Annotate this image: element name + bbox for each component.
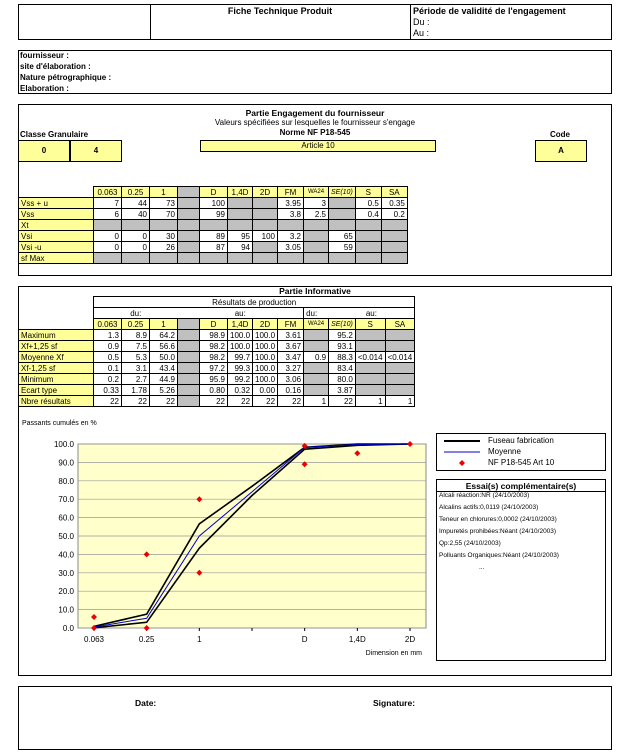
table-row bbox=[19, 253, 408, 264]
row-label: Vsi bbox=[19, 231, 94, 242]
table-cell: 44.9 bbox=[150, 374, 178, 385]
legend-label: Moyenne bbox=[488, 447, 521, 456]
col-header: FM bbox=[278, 319, 304, 330]
table-cell bbox=[94, 220, 122, 231]
table-cell bbox=[385, 385, 415, 396]
row-label: Xf+1,25 sf bbox=[19, 341, 94, 352]
col-header: SA bbox=[385, 319, 415, 330]
table-row bbox=[19, 209, 408, 220]
table-cell bbox=[355, 220, 381, 231]
essai-line: Alcalins actifs:0,0119 (24/10/2003) bbox=[439, 504, 539, 511]
table-cell: 87 bbox=[200, 242, 228, 253]
col-header: 1,4D bbox=[228, 187, 253, 198]
table-cell: 0.9 bbox=[304, 352, 329, 363]
table-cell: 64.2 bbox=[150, 330, 178, 341]
table-cell: 3.1 bbox=[122, 363, 150, 374]
table-cell bbox=[304, 330, 329, 341]
signature-box bbox=[18, 686, 612, 750]
table-row bbox=[19, 363, 415, 374]
table-cell bbox=[304, 363, 329, 374]
table-cell: 43.4 bbox=[150, 363, 178, 374]
x-tick-label: 2D bbox=[404, 635, 416, 644]
table-cell: 3.05 bbox=[278, 242, 304, 253]
table-cell: 2.7 bbox=[122, 374, 150, 385]
table-cell: 1.3 bbox=[94, 330, 122, 341]
col-header: SE(10) bbox=[329, 319, 356, 330]
corner-cell bbox=[19, 187, 94, 198]
engagement-subtitle: Valeurs spécifiées sur lesquelles le fournisseur s'engage bbox=[214, 118, 416, 127]
table-cell bbox=[355, 341, 385, 352]
table-cell: 2.5 bbox=[304, 209, 329, 220]
table-cell: 30 bbox=[150, 231, 178, 242]
classe-min: 0 bbox=[18, 140, 70, 162]
table-cell: 0 bbox=[122, 242, 150, 253]
row-label: Ecart type bbox=[19, 385, 94, 396]
table-cell: 73 bbox=[150, 198, 178, 209]
table-cell bbox=[355, 363, 385, 374]
classe-granulaire-label: Classe Granulaire bbox=[20, 130, 89, 139]
essais-list bbox=[439, 492, 559, 576]
table-cell: 0.32 bbox=[228, 385, 253, 396]
table-cell: 0 bbox=[94, 242, 122, 253]
col-header: WA24 bbox=[304, 319, 329, 330]
table-cell bbox=[178, 198, 200, 209]
table-cell bbox=[278, 253, 304, 264]
table-cell: 95 bbox=[228, 231, 253, 242]
table-row bbox=[19, 385, 415, 396]
table-cell: 89 bbox=[200, 231, 228, 242]
table-cell bbox=[178, 220, 200, 231]
col-header: SE(10) bbox=[329, 187, 356, 198]
x-tick-label: 1 bbox=[197, 635, 202, 644]
table-cell bbox=[355, 253, 381, 264]
table-cell: 22 bbox=[278, 396, 304, 407]
col-header: 1,4D bbox=[228, 319, 253, 330]
table-cell: 99 bbox=[200, 209, 228, 220]
table-cell: 3.67 bbox=[278, 341, 304, 352]
table-cell bbox=[304, 341, 329, 352]
table-cell: 22 bbox=[94, 396, 122, 407]
row-label: Vss bbox=[19, 209, 94, 220]
table-cell bbox=[304, 385, 329, 396]
header-divider-2 bbox=[410, 4, 411, 40]
y-tick-label: 20.0 bbox=[58, 587, 74, 597]
table-cell bbox=[253, 220, 278, 231]
essais-title: Essai(s) complémentaire(s) bbox=[437, 481, 605, 492]
table-cell bbox=[178, 396, 200, 407]
informative-header-row bbox=[19, 319, 415, 330]
table-cell bbox=[178, 374, 200, 385]
informative-title: Partie Informative bbox=[279, 286, 351, 296]
table-cell: 1 bbox=[355, 396, 385, 407]
essai-line: Alcali réaction:NR (24/10/2003) bbox=[439, 492, 530, 499]
table-cell bbox=[178, 209, 200, 220]
table-row bbox=[19, 374, 415, 385]
table-cell bbox=[94, 253, 122, 264]
table-cell: 3 bbox=[304, 198, 329, 209]
y-tick-label: 30.0 bbox=[58, 568, 74, 578]
table-row bbox=[19, 396, 415, 407]
table-cell: 3.87 bbox=[329, 385, 356, 396]
table-cell: 1.78 bbox=[122, 385, 150, 396]
table-cell bbox=[122, 253, 150, 264]
engagement-table bbox=[18, 186, 408, 264]
table-cell bbox=[200, 220, 228, 231]
table-cell: 0.80 bbox=[200, 385, 228, 396]
table-cell: 40 bbox=[122, 209, 150, 220]
table-cell: 7 bbox=[94, 198, 122, 209]
table-cell: 98.2 bbox=[200, 352, 228, 363]
table-cell: 0.2 bbox=[94, 374, 122, 385]
table-cell: 94 bbox=[228, 242, 253, 253]
table-cell bbox=[381, 220, 407, 231]
table-cell bbox=[355, 374, 385, 385]
informative-table bbox=[18, 296, 415, 407]
essai-line: Qp:2,55 (24/10/2003) bbox=[439, 540, 501, 547]
row-label: Vsi -u bbox=[19, 242, 94, 253]
y-tick-label: 10.0 bbox=[58, 605, 74, 615]
x-tick-label: 1,4D bbox=[348, 635, 366, 644]
legend-label: Fuseau fabrication bbox=[488, 436, 554, 445]
table-cell: 95.9 bbox=[200, 374, 228, 385]
row-label: Nbre résultats bbox=[19, 396, 94, 407]
row-label: Xf-1,25 sf bbox=[19, 363, 94, 374]
period-du-1: du: bbox=[94, 308, 178, 319]
table-cell: <0.014 bbox=[385, 352, 415, 363]
table-cell: 100.0 bbox=[253, 330, 278, 341]
table-cell bbox=[150, 220, 178, 231]
table-cell: 100.0 bbox=[228, 330, 253, 341]
signature-label: Signature: bbox=[373, 698, 416, 708]
table-cell: 83.4 bbox=[329, 363, 356, 374]
table-cell: 70 bbox=[150, 209, 178, 220]
row-label: Xt bbox=[19, 220, 94, 231]
table-row bbox=[19, 198, 408, 209]
row-label: Maximum bbox=[19, 330, 94, 341]
table-cell: 59 bbox=[329, 242, 356, 253]
table-cell bbox=[304, 231, 329, 242]
validity-to: Au : bbox=[413, 28, 430, 38]
table-cell bbox=[355, 242, 381, 253]
table-cell bbox=[304, 220, 329, 231]
table-cell: 7.5 bbox=[122, 341, 150, 352]
y-tick-label: 60.0 bbox=[58, 513, 74, 523]
table-cell bbox=[228, 198, 253, 209]
validity-from: Du : bbox=[413, 17, 430, 27]
table-cell: 1 bbox=[304, 396, 329, 407]
y-tick-label: 0.0 bbox=[62, 624, 74, 633]
table-cell bbox=[355, 385, 385, 396]
table-cell: 99.2 bbox=[228, 374, 253, 385]
essai-line: Teneur en chlorures:0,0002 (24/10/2003) bbox=[439, 516, 557, 523]
col-header: 0.25 bbox=[122, 187, 150, 198]
table-cell bbox=[329, 209, 356, 220]
table-cell: 44 bbox=[122, 198, 150, 209]
supplier-line: fournisseur : bbox=[20, 51, 69, 60]
table-cell: 3.8 bbox=[278, 209, 304, 220]
table-cell: 5.26 bbox=[150, 385, 178, 396]
code-value: A bbox=[535, 140, 587, 162]
table-cell: 5.3 bbox=[122, 352, 150, 363]
engagement-article: Article 10 bbox=[200, 140, 436, 152]
table-cell: 65 bbox=[329, 231, 356, 242]
y-tick-label: 40.0 bbox=[58, 550, 74, 560]
table-cell bbox=[122, 220, 150, 231]
table-cell bbox=[381, 242, 407, 253]
table-cell bbox=[178, 341, 200, 352]
legend-norme-marker bbox=[459, 460, 465, 466]
col-header: S bbox=[355, 319, 385, 330]
table-cell bbox=[178, 242, 200, 253]
y-tick-label: 80.0 bbox=[58, 476, 74, 486]
table-cell: 100 bbox=[253, 231, 278, 242]
period-au-1: au: bbox=[178, 308, 304, 319]
table-cell: 22 bbox=[150, 396, 178, 407]
validity-period-title: Période de validité de l'engagement bbox=[413, 6, 566, 16]
table-cell: <0.014 bbox=[355, 352, 385, 363]
table-cell: 98.2 bbox=[200, 341, 228, 352]
table-cell: 93.1 bbox=[329, 341, 356, 352]
table-cell: 26 bbox=[150, 242, 178, 253]
col-header: 1 bbox=[150, 319, 178, 330]
table-cell bbox=[385, 363, 415, 374]
table-cell: 88.3 bbox=[329, 352, 356, 363]
y-tick-label: 50.0 bbox=[58, 532, 74, 541]
table-cell bbox=[253, 198, 278, 209]
table-cell: 0 bbox=[122, 231, 150, 242]
col-header: S bbox=[355, 187, 381, 198]
table-row bbox=[19, 231, 408, 242]
table-cell bbox=[385, 374, 415, 385]
table-cell bbox=[228, 209, 253, 220]
table-cell bbox=[329, 198, 356, 209]
table-cell bbox=[304, 253, 329, 264]
table-cell: 0.9 bbox=[94, 341, 122, 352]
x-tick-label: 0.063 bbox=[83, 635, 105, 644]
y-tick-label: 90.0 bbox=[58, 458, 74, 468]
table-cell bbox=[381, 253, 407, 264]
period-row bbox=[19, 308, 415, 319]
essai-line: Polluants Organiques:Néant (24/10/2003) bbox=[439, 552, 559, 559]
col-header bbox=[178, 187, 200, 198]
y-tick-label: 70.0 bbox=[58, 495, 74, 505]
table-cell: 100.0 bbox=[253, 374, 278, 385]
x-tick-label: D bbox=[301, 635, 308, 644]
essai-line: ... bbox=[479, 564, 485, 571]
col-header bbox=[178, 319, 200, 330]
essai-line: Impuretés prohibées:Néant (24/10/2003) bbox=[439, 528, 557, 535]
results-title-row bbox=[19, 297, 415, 308]
table-cell bbox=[329, 253, 356, 264]
corner-cell bbox=[19, 319, 94, 330]
table-cell: 0 bbox=[94, 231, 122, 242]
table-cell bbox=[304, 242, 329, 253]
col-header: 0.063 bbox=[94, 319, 122, 330]
page-title: Fiche Technique Produit bbox=[227, 6, 333, 16]
legend-label: NF P18-545 Art 10 bbox=[488, 458, 555, 467]
row-label: sf Max bbox=[19, 253, 94, 264]
results-title: Résultats de production bbox=[94, 297, 415, 308]
table-cell bbox=[200, 253, 228, 264]
col-header: WA24 bbox=[304, 187, 329, 198]
table-cell: 56.6 bbox=[150, 341, 178, 352]
table-cell: 99.7 bbox=[228, 352, 253, 363]
table-row bbox=[19, 341, 415, 352]
table-cell: 3.27 bbox=[278, 363, 304, 374]
col-header: FM bbox=[278, 187, 304, 198]
table-cell bbox=[355, 330, 385, 341]
table-cell: 22 bbox=[122, 396, 150, 407]
y-tick-label: 100.0 bbox=[53, 440, 74, 449]
table-cell: 3.61 bbox=[278, 330, 304, 341]
table-cell bbox=[178, 330, 200, 341]
table-cell: 22 bbox=[329, 396, 356, 407]
table-cell: 0.2 bbox=[381, 209, 407, 220]
table-cell: 98.9 bbox=[200, 330, 228, 341]
period-au-2: au: bbox=[329, 308, 415, 319]
table-cell: 3.95 bbox=[278, 198, 304, 209]
engagement-header-row bbox=[19, 187, 408, 198]
date-label: Date: bbox=[135, 698, 157, 708]
col-header: 0.063 bbox=[94, 187, 122, 198]
supplier-line: Nature pétrographique : bbox=[20, 73, 112, 82]
col-header: SA bbox=[381, 187, 407, 198]
col-header: 2D bbox=[253, 319, 278, 330]
table-cell: 22 bbox=[253, 396, 278, 407]
col-header: 2D bbox=[253, 187, 278, 198]
table-cell bbox=[278, 220, 304, 231]
table-cell bbox=[253, 253, 278, 264]
table-cell: 3.06 bbox=[278, 374, 304, 385]
table-cell: 0.35 bbox=[381, 198, 407, 209]
col-header: 1 bbox=[150, 187, 178, 198]
table-cell: 0.5 bbox=[355, 198, 381, 209]
chart-title: Passants cumulés en % bbox=[22, 420, 97, 427]
row-label: Vss + u bbox=[19, 198, 94, 209]
table-cell bbox=[178, 385, 200, 396]
table-cell: 0.33 bbox=[94, 385, 122, 396]
table-row bbox=[19, 220, 408, 231]
table-cell: 100.0 bbox=[253, 363, 278, 374]
table-cell bbox=[228, 220, 253, 231]
supplier-line: site d'élaboration : bbox=[20, 62, 91, 71]
period-du-2: du: bbox=[304, 308, 329, 319]
table-cell: 8.9 bbox=[122, 330, 150, 341]
corner-cell bbox=[19, 297, 94, 308]
table-cell: 0.1 bbox=[94, 363, 122, 374]
code-label: Code bbox=[550, 130, 570, 139]
col-header: D bbox=[200, 187, 228, 198]
table-cell: 100.0 bbox=[228, 341, 253, 352]
table-cell bbox=[355, 231, 381, 242]
x-axis-label: Dimension en mm bbox=[365, 650, 422, 657]
table-cell bbox=[178, 231, 200, 242]
table-cell bbox=[178, 352, 200, 363]
table-cell bbox=[385, 341, 415, 352]
table-cell: 0.5 bbox=[94, 352, 122, 363]
table-cell: 3.47 bbox=[278, 352, 304, 363]
table-cell: 100.0 bbox=[253, 352, 278, 363]
engagement-norme: Norme NF P18-545 bbox=[279, 128, 351, 137]
supplier-info bbox=[20, 50, 111, 94]
table-cell: 6 bbox=[94, 209, 122, 220]
table-cell: 1 bbox=[385, 396, 415, 407]
table-cell: 0.4 bbox=[355, 209, 381, 220]
corner-cell bbox=[19, 308, 94, 319]
table-cell bbox=[253, 209, 278, 220]
table-cell: 100.0 bbox=[253, 341, 278, 352]
engagement-title: Partie Engagement du fournisseur bbox=[245, 108, 385, 118]
table-row bbox=[19, 242, 408, 253]
table-cell: 22 bbox=[200, 396, 228, 407]
col-header: D bbox=[200, 319, 228, 330]
table-cell: 80.0 bbox=[329, 374, 356, 385]
col-header: 0.25 bbox=[122, 319, 150, 330]
table-cell bbox=[385, 330, 415, 341]
table-row bbox=[19, 352, 415, 363]
table-cell: 100 bbox=[200, 198, 228, 209]
table-cell bbox=[150, 253, 178, 264]
table-cell: 3.2 bbox=[278, 231, 304, 242]
row-label: Minimum bbox=[19, 374, 94, 385]
table-cell: 0.00 bbox=[253, 385, 278, 396]
table-cell bbox=[381, 231, 407, 242]
table-cell bbox=[178, 253, 200, 264]
supplier-line: Elaboration : bbox=[20, 84, 69, 93]
table-cell: 97.2 bbox=[200, 363, 228, 374]
table-cell: 50.0 bbox=[150, 352, 178, 363]
row-label: Moyenne Xf bbox=[19, 352, 94, 363]
table-cell bbox=[329, 220, 356, 231]
table-cell bbox=[178, 363, 200, 374]
table-cell: 0.16 bbox=[278, 385, 304, 396]
grading-chart bbox=[18, 428, 430, 668]
table-cell: 95.2 bbox=[329, 330, 356, 341]
table-cell: 99.3 bbox=[228, 363, 253, 374]
x-tick-label: 0.25 bbox=[138, 635, 155, 644]
table-cell: 22 bbox=[228, 396, 253, 407]
legend-symbols bbox=[440, 436, 484, 470]
table-cell bbox=[253, 242, 278, 253]
table-row bbox=[19, 330, 415, 341]
table-cell bbox=[228, 253, 253, 264]
table-cell bbox=[304, 374, 329, 385]
classe-max: 4 bbox=[70, 140, 122, 162]
